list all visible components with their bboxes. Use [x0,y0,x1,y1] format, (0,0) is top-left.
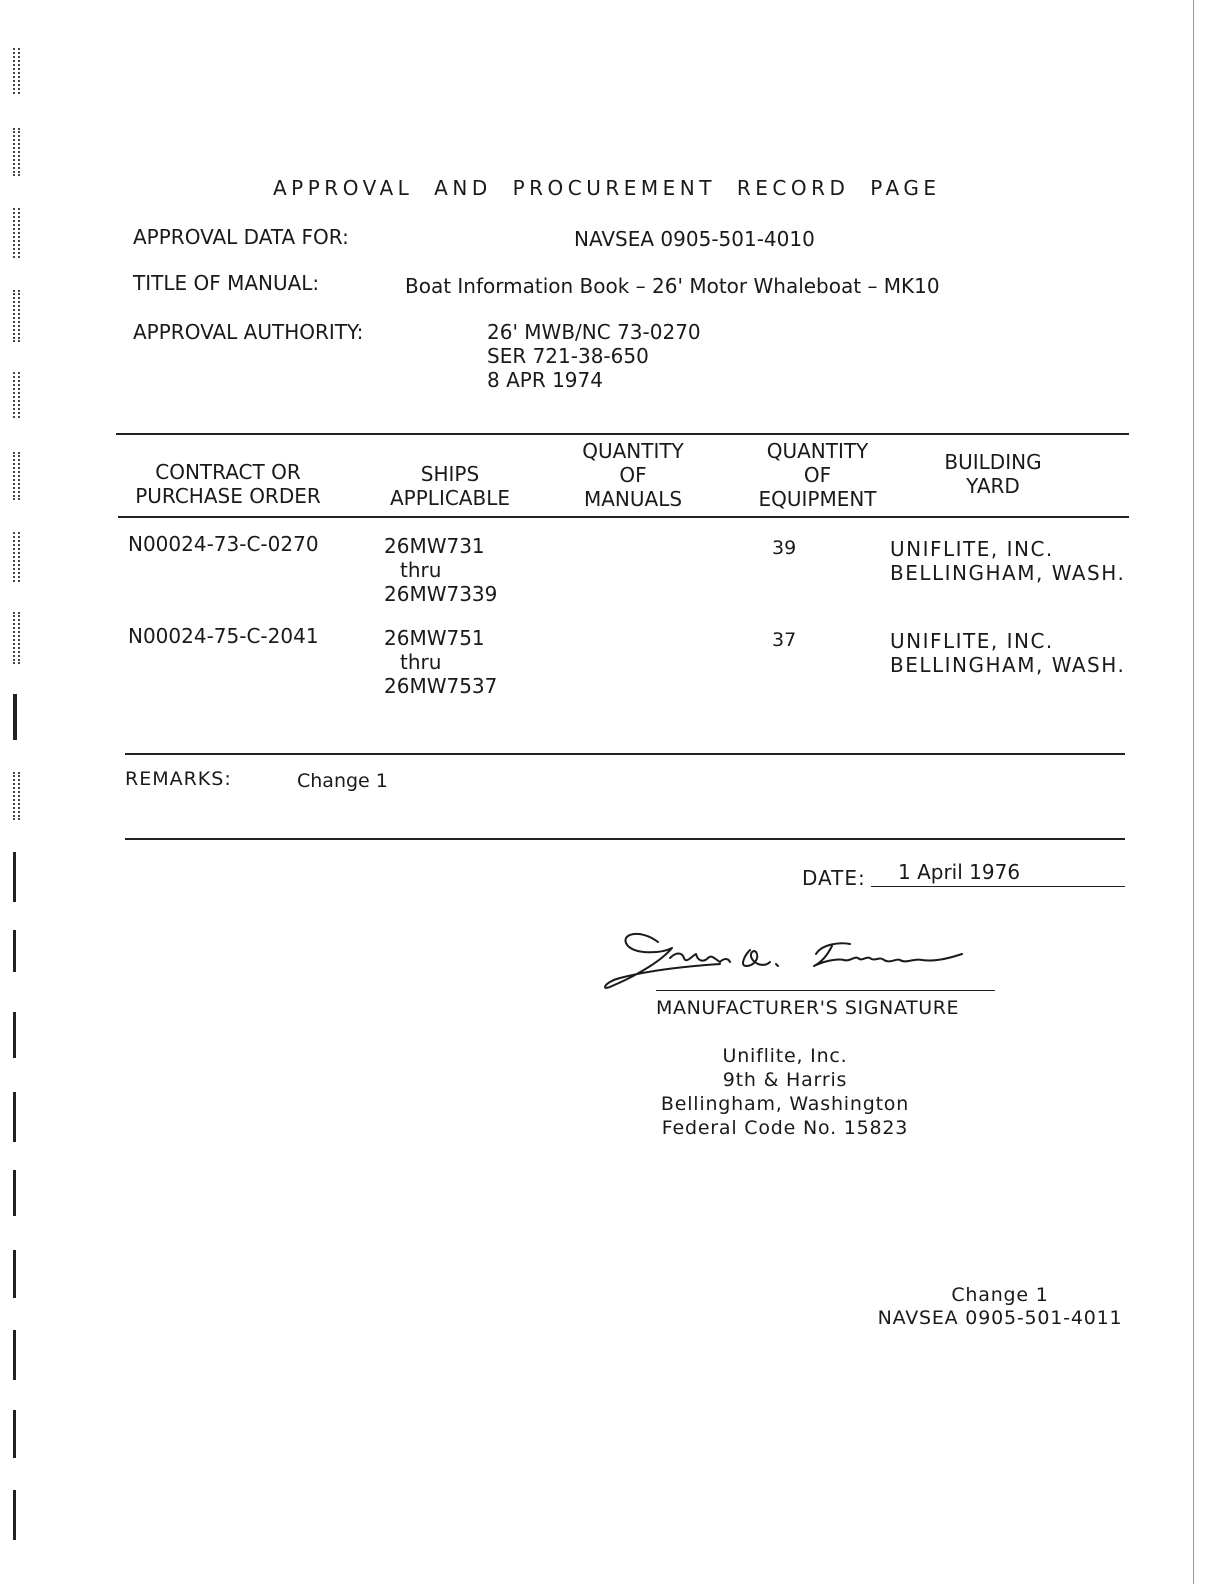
page-edge [1193,0,1194,1584]
header-qty-manuals: QUANTITY OF MANUALS [582,439,684,511]
quantity-of-equipment: 39 [772,537,797,559]
ships-applicable: 26MW751 thru 26MW7537 [384,626,498,698]
date-label: DATE: [802,866,866,890]
address-line: Federal Code No. 15823 [661,1117,909,1139]
approval-data-label: APPROVAL DATA FOR: [133,225,349,249]
header-qty-equipment: QUANTITY OF EQUIPMENT [758,439,877,511]
manual-title-value: Boat Information Book – 26' Motor Whaleboat – MK10 [405,274,940,298]
header-ships: SHIPS APPLICABLE [390,462,510,510]
date-underline [871,886,1125,887]
address-line: 9th & Harris [722,1069,848,1091]
manufacturer-signature [600,920,980,1000]
table-bottom-rule [125,753,1125,755]
contract-number: N00024-75-C-2041 [128,624,319,648]
ships-applicable: 26MW731 thru 26MW7339 [384,534,498,606]
page-footer [860,1284,1140,1330]
authority-line: SER 721-38-650 [487,344,649,368]
footer-change: Change 1 [951,1284,1049,1306]
page-title: APPROVAL AND PROCUREMENT RECORD PAGE [273,176,941,200]
authority-line: 8 APR 1974 [487,368,603,392]
remarks-value: Change 1 [297,770,388,792]
quantity-of-equipment: 37 [772,629,797,651]
signature-line [656,990,995,991]
address-line: Bellingham, Washington [660,1093,910,1115]
approval-data-value: NAVSEA 0905-501-4010 [574,227,815,251]
approval-authority-label: APPROVAL AUTHORITY: [133,320,364,344]
address-line: Uniflite, Inc. [722,1045,848,1067]
remarks-label: REMARKS: [125,768,232,790]
contract-number: N00024-73-C-0270 [128,532,319,556]
footer-document-number: NAVSEA 0905-501-4011 [877,1307,1123,1329]
date-value: 1 April 1976 [898,860,1021,884]
header-building-yard: BUILDING YARD [944,450,1042,498]
signature-caption: MANUFACTURER'S SIGNATURE [656,997,960,1019]
building-yard: UNIFLITE, INC. BELLINGHAM, WASH. [890,629,1126,677]
remarks-rule [125,838,1125,840]
authority-line: 26' MWB/NC 73-0270 [487,320,701,344]
table-top-rule [116,433,1129,435]
manual-title-label: TITLE OF MANUAL: [133,271,320,295]
table-header-rule [118,516,1129,518]
header-contract: CONTRACT OR PURCHASE ORDER [135,460,321,508]
building-yard: UNIFLITE, INC. BELLINGHAM, WASH. [890,537,1126,585]
manufacturer-address [640,1044,930,1140]
approval-authority-value [487,320,701,392]
